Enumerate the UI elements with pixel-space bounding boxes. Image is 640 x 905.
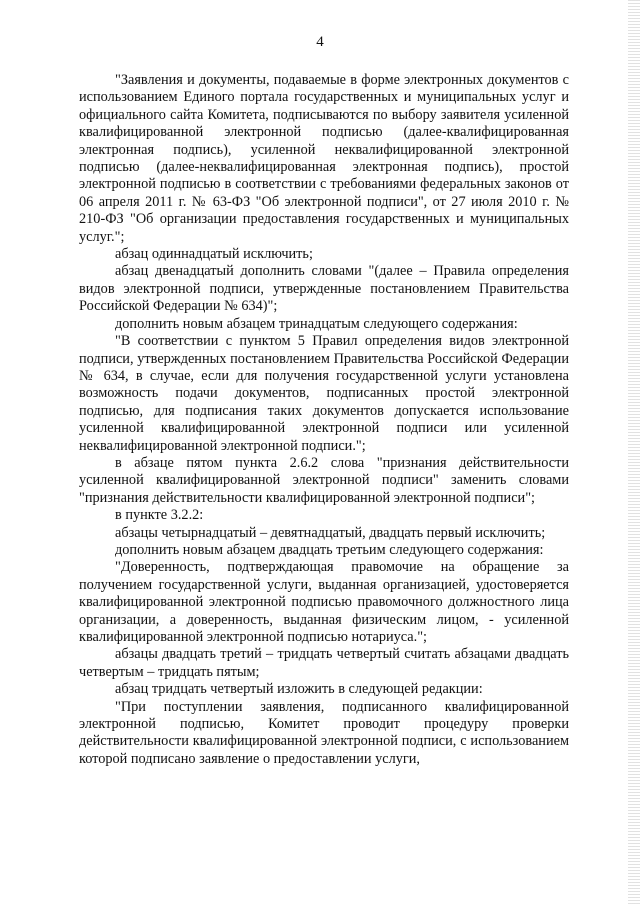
paragraph: "Доверенность, подтверждающая правомочие на обращение за получением государственной услуги, выданная организацией, удостоверяется квалифицированной электронной подписью правомочного должностного лица организации, а доверенность, выданная физическим лицом, - усиленной квалифицированной электронной подписью нотариуса."; [79,559,569,645]
paragraph: "В соответствии с пунктом 5 Правил определения видов электронной подписи, утвержденных постановлением Правительства Российской Федерации № 634, в случае, если для получения государственной услуги установлена возможность подачи документов, подписанных простой электронной подписью, для подписания таких документов допускается использование усиленной квалифицированной электронной подписи или усиленной неквалифицированной электронной подписи."; [79,333,569,454]
paragraph: в абзаце пятом пункта 2.6.2 слова "признания действительности усиленной квалифицированной электронной подписи" заменить словами "признания действительности квалифицированной электронной подписи"; [79,454,569,506]
paragraph: дополнить новым абзацем двадцать третьим следующего содержания: [115,541,544,558]
paragraph: в пункте 3.2.2: [115,507,204,524]
paragraph: абзац двенадцатый дополнить словами "(далее – Правила определения видов электронной подписи, утвержденные постановлением Правительства Российской Федерации № 634)"; [79,263,569,315]
paragraph: "При поступлении заявления, подписанного квалифицированной электронной подписью, Комитет проводит процедуру проверки действительности квалифицированной электронной подписи, с использованием которой подписано заявление о предоставлении услуги, [79,698,569,767]
page-number: 4 [316,34,324,50]
paragraph: дополнить новым абзацем тринадцатым следующего содержания: [115,315,518,332]
paragraph: абзац тридцать четвертый изложить в следующей редакции: [115,681,483,698]
paragraph: абзацы двадцать третий – тридцать четвертый считать абзацами двадцать четвертым – тридцать пятым; [79,646,569,680]
scan-edge [628,0,640,905]
document-body [79,72,569,768]
paragraph: абзацы четырнадцатый – девятнадцатый, двадцать первый исключить; [115,524,546,541]
paragraph: "Заявления и документы, подаваемые в форме электронных документов с использованием Единого портала государственных и муниципальных услуг и официального сайта Комитета, подписываются по выбору заявителя усиленной квалифицированной электронной подписью (далее-квалифицированная электронная подпись), усиленной неквалифицированной электронной подписью (далее-неквалифицированная электронная подпись), простой электронной подписью в соответствии с требованиями федеральных законов от 06 апреля 2011 г. № 63-ФЗ "Об электронной подписи", от 27 июля 2010 г. № 210-ФЗ "Об организации предоставления государственных и муниципальных услуг."; [79,72,569,245]
paragraph: абзац одиннадцатый исключить; [115,246,313,263]
